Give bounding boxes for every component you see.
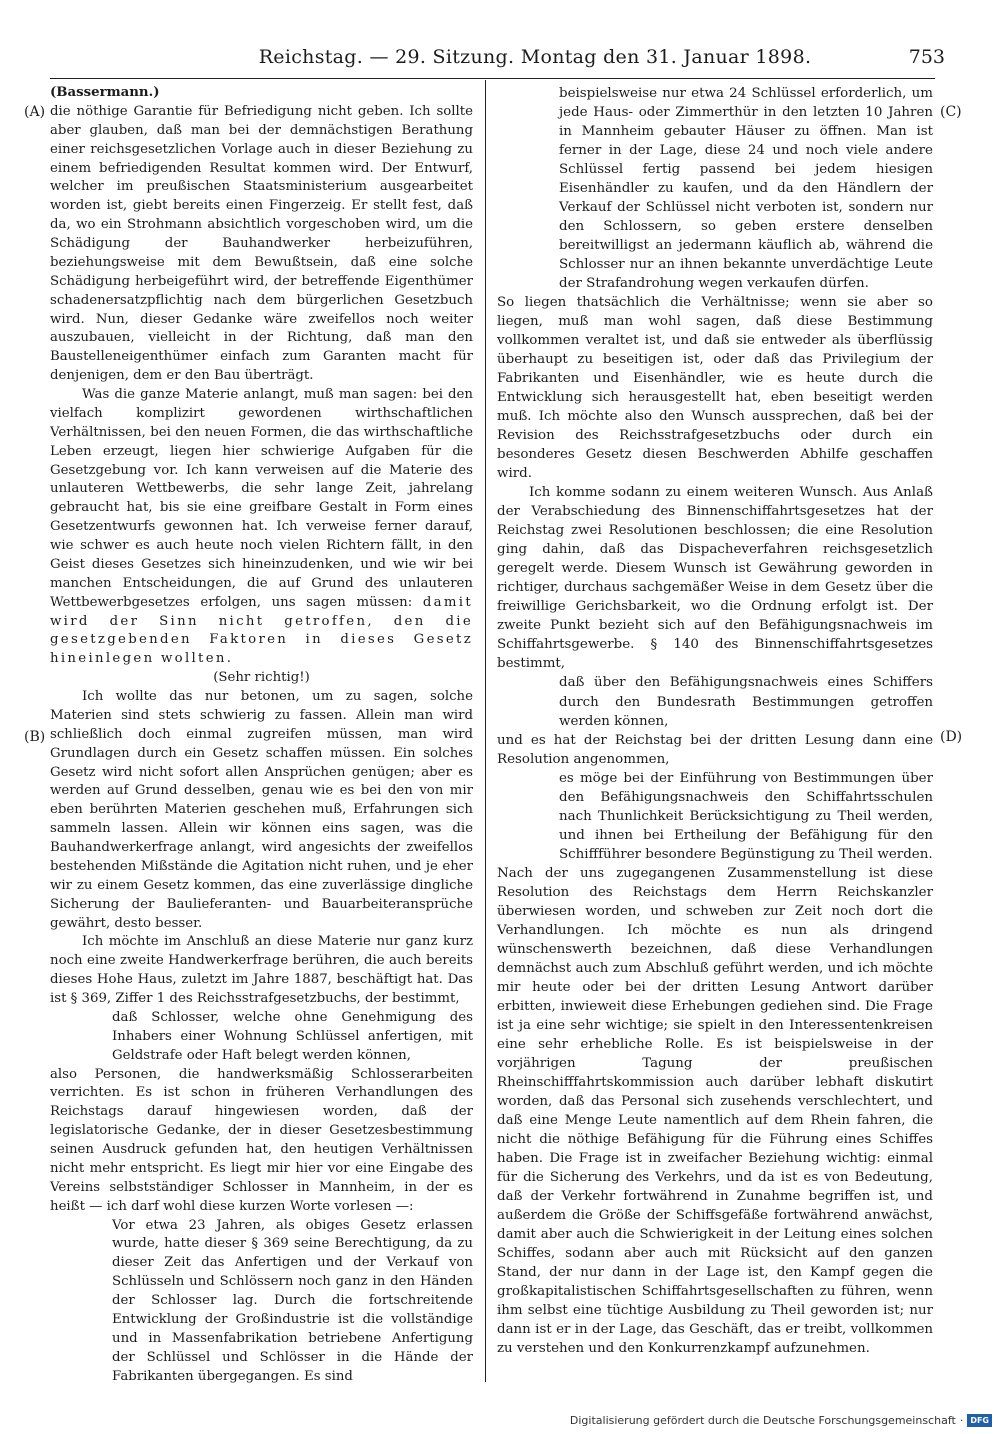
paragraph: also Personen, die handwerksmäßig Schlosserarbeiten verrichten. Es ist schon in früheren Verhandlungen des Reichstags darauf hingewiesen worden, daß der legislatorische Gedanke, der in dieser Gesetzesbestimmung seinen Ausdruck gefunden hat, den heutigen Verhältnissen nicht mehr entspricht. Es liegt mir hier vor eine Eingabe des Vereins selbstständiger Schlosser in Mannheim, in der es heißt — ich darf wohl diese kurzen Worte vorlesen —: [50, 1066, 473, 1214]
emphasized-text: damit wird der Sinn nicht getroffen, den die gesetzgebenden Faktoren in dieses Gesetz hineinlegen wollten. [50, 594, 473, 667]
margin-letter-a: (A) [24, 104, 46, 120]
paragraph: Ich möchte im Anschluß an diese Materie nur ganz kurz noch eine zweite Handwerkerfrage berühren, die auch bereits dieses Hohe Haus, zuletzt im Jahre 1887, beschäftigt hat. Das ist § 369, Ziffer 1 des Reichsstrafgesetzbuchs, der bestimmt, [50, 934, 473, 1006]
separator-dot: · [959, 1414, 964, 1427]
paragraph: und es hat der Reichstag bei der dritten Lesung dann eine Resolution angenommen, [497, 732, 933, 767]
page-number: 753 [908, 46, 945, 68]
column-divider [485, 80, 486, 1382]
page-header [50, 46, 945, 76]
paragraph: Nach der uns zugegangenen Zusammenstellung ist diese Resolution des Reichstags dem Herrn Reichskanzler überwiesen worden, und schweben zur Zeit noch dort die Verhandlungen. Ich möchte es nun als dringend wünschenswerth bezeichnen, daß diese Verhandlungen demnächst auch zum Abschluß geführt werden, und ich möchte mir heute oder bei der dritten Lesung Antwort darüber erbitten, inwieweit diese Erhebungen gediehen sind. Die Frage ist ja eine sehr wichtige; sie spielt in den Interessentenkreisen eine sehr erhebliche Rolle. Es ist beispielsweise in der vorjährigen Tagung der preußischen Rheinschifffahrtskommission auch darüber lebhaft diskutirt worden, daß das Personal sich zusehends verschlechtert, und daß eine Menge Leute namentlich auf dem Rhein fahren, die nicht die nöthige Befähigung für die Führung eines Schiffes haben. Die Frage ist in zweifacher Beziehung wichtig: einmal für die Sicherung des Verkehrs, und da ist es von Bedeutung, daß der Verkehr fortwährend in Zunahme begriffen ist, und außerdem die Größe der Schiffsgefäße fortwährend anwächst, damit aber auch die Schwierigkeit in der Leitung eines solchen Schiffes, sodann aber auch mit Rücksicht auf den ganzen Stand, der nur dann in der Lage ist, den Kampf gegen die großkapitalistischen Schiffahrtsgesellschaften zu führen, wenn ihm selbst eine tüchtige Ausbildung zu Theil geworden ist; nur dann ist er in der Lage, das Geschäft, das er treibt, vollkommen zu verstehen und den Konkurrenzkampf aufzunehmen. [497, 865, 933, 1357]
paragraph: Ich komme sodann zu einem weiteren Wunsch. Aus Anlaß der Verabschiedung des Binnenschiffahrtsgesetzes hat der Reichstag zwei Resolutionen beschlossen; die eine Resolution ging dahin, daß das Dispacheverfahren reichsgesetzlich geregelt werde. Diesem Wunsch ist Gewährung geworden in richtiger, durchaus sachgemäßer Weise in dem Gesetz über die freiwillige Gerichsbarkeit, wo die Ordnung erfolgt ist. Der zweite Punkt bezieht sich auf den Befähigungsnachweis im Schiffahrtsgewerbe. § 140 des Binnenschiffahrtsgesetzes bestimmt, [497, 485, 933, 672]
paragraph [50, 386, 473, 669]
margin-letter-b: (B) [24, 729, 46, 745]
block-quote: es möge bei der Einführung von Bestimmungen über den Befähigungsnachweis den Schiffahrtsschulen nach Thunlichkeit Berücksichtigung zu Theil werden, und ihnen bei Ertheilung der Befähigung für den Schiffführer besondere Begünstigung zu Theil werden. [559, 770, 933, 862]
margin-letter-c: (C) [940, 104, 962, 120]
speaker-name [50, 84, 473, 103]
speaker-label: (Bassermann.) [50, 85, 160, 100]
dfg-logo-icon: DFG [967, 1414, 992, 1427]
margin-letter-d: (D) [940, 729, 963, 745]
page-title: Reichstag. — 29. Sitzung. Montag den 31. Januar 1898. [258, 46, 812, 68]
right-column [497, 84, 933, 1358]
paragraph: die nöthige Garantie für Befriedigung nicht geben. Ich sollte aber glauben, daß man bei der demnächstigen Berathung einer reichsgesetzlichen Vorlage auch in dieser Beziehung zu einem befriedigenden Resultat kommen wird. Der Entwurf, welcher im preußischen Staatsministerium ausgearbeitet worden ist, giebt bereits einen Fingerzeig. Er stellt fest, daß da, wo ein Strohmann absichtlich vorgeschoben wird, um die Schädigung der Bauhandwerker herbeizuführen, beziehungsweise mit dem Bewußtsein, daß eine solche Schädigung herbeigeführt wird, der betreffende Eigenthümer schadenersatzpflichtig nach dem bürgerlichen Gesetzbuch wird. Nun, dieser Gedanke wäre zweifellos noch weiter auszubauen, vielleicht in der Richtung, daß man den Baustelleneigenthümer einfach zum Garanten macht für denjenigen, dem er den Bau überträgt. [50, 103, 473, 384]
paragraph-text: Was die ganze Materie anlangt, muß man sagen: bei den vielfach komplizirt gewordenen wirthschaftlichen Verhältnissen, bei den neuen Formen, die das wirthschaftliche Leben erzeugt, liegen hier schwierige Aufgaben für die Gesetzgebung vor. Ich kann verweisen auf die Materie des unlauteren Wettbewerbs, die sehr lange Zeit, jahrelang gebraucht hat, bis sie eine greifbare Gestalt in Form eines Gesetzentwurfs gewonnen hat. Ich verweise ferner darauf, wie schwer es auch heute noch vielen Richtern fällt, in den Geist dieses Gesetzes sich hineinzudenken, und wie wir bei manchen Entscheidungen, die auf Grund des unlauteren Wettbewerbgesetzes erfolgen, uns sagen müssen: [50, 387, 473, 610]
block-quote: Vor etwa 23 Jahren, als obiges Gesetz erlassen wurde, hatte dieser § 369 seine Berechtigung, da zu dieser Zeit das Anfertigen und der Verkauf von Schlüsseln und Schlössern noch ganz in den Händen der Schlosser lag. Durch die fortschreitende Entwicklung der Großindustrie ist die vollständige und in Massenfabrikation betriebene Anfertigung der Schlüssel und Schlösser in die Hände der Fabrikanten übergegangen. Es sind [112, 1217, 473, 1384]
interjection: (Sehr richtig!) [213, 670, 310, 686]
block-quote: daß Schlosser, welche ohne Genehmigung des Inhabers einer Wohnung Schlüssel anfertigen, mit Geldstrafe oder Haft belegt werden können, [112, 1009, 473, 1063]
paragraph: So liegen thatsächlich die Verhältnisse; wenn sie aber so liegen, muß man wohl sagen, daß diese Bestimmung vollkommen veraltet ist, und daß sie entweder als überflüssig überhaupt zu beseitigen ist, oder daß das Privilegium der Fabrikanten und Eisenhändler, wie es heute durch die Entwicklung sich herausgestellt hat, eben beseitigt werden muß. Ich möchte also den Wunsch aussprechen, daß bei der Revision des Reichsstrafgesetzbuchs oder durch ein besonderes Gesetz diesen Beschwerden Abhilfe geschaffen wird. [497, 295, 933, 482]
digitization-credit [570, 1414, 992, 1427]
paragraph: Ich wollte das nur betonen, um zu sagen, solche Materien sind stets schwierig zu fassen. Allein man wird schließlich doch einmal zugreifen müssen, man wird Grundlagen durch ein Gesetz schaffen müssen. Ein solches Gesetz wird nicht sofort allen Ansprüchen genügen; aber es werden auf Grund desselben, genau wie es bei den von mir eben berührten Materien geschehen muß, Erfahrungen sich sammeln lassen. Allein wir können eins sagen, was die Bauhandwerkerfrage anlangt, wird angesichts der zweifellos bestehenden Mißstände die Agitation nicht ruhen, und je eher wir zu einem Gesetz kommen, das eine zuverlässige dingliche Sicherung der Baulieferanten- und Bauarbeiteransprüche gewährt, desto besser. [50, 689, 473, 931]
left-column [50, 84, 473, 1386]
block-quote-continued: beispielsweise nur etwa 24 Schlüssel erforderlich, um jede Haus- oder Zimmerthür in den letzten 10 Jahren in Mannheim gebauter Häuser zu öffnen. Man ist ferner in der Lage, diese 24 und noch viele andere Schlüssel fertig passend bei jedem hiesigen Eisenhändler zu kaufen, und da den Händlern der Verkauf der Schlüssel nicht verboten ist, sondern nur den Schlossern, so geben erstere denselben bereitwilligst an jedermann käuflich ab, während die Schlosser nur an ihnen bekannte unverdächtige Leute der Strafandrohung wegen verkaufen dürfen. [559, 86, 933, 292]
header-rule [50, 78, 935, 79]
credit-text: Digitalisierung gefördert durch die Deutsche Forschungsgemeinschaft [569, 1414, 956, 1427]
block-quote: daß über den Befähigungsnachweis eines Schiffers durch den Bundesrath Bestimmungen getroffen werden können, [559, 675, 933, 729]
